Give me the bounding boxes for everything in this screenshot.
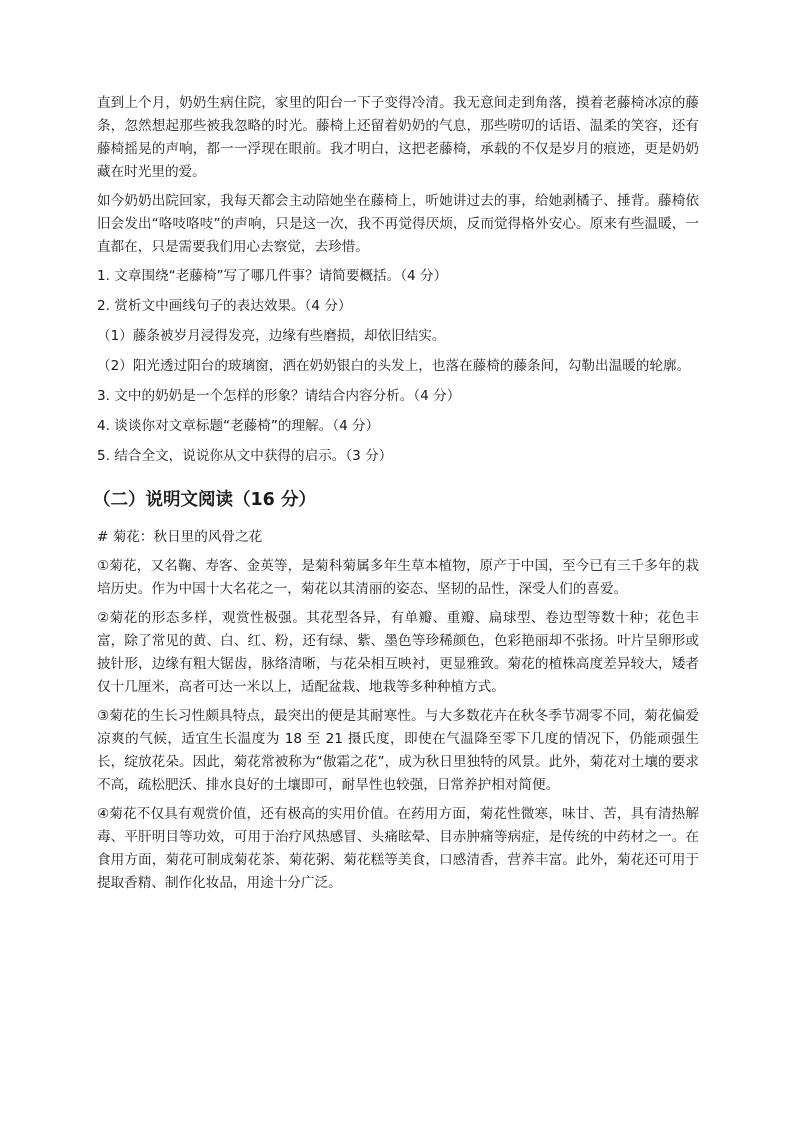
document-page (93, 92, 699, 901)
article-paragraph-3: ③菊花的生长习性颇具特点，最突出的便是其耐寒性。与大多数花卉在秋冬季节凋零不同，菊花偏爱凉爽的气候，适宜生长温度为 18 至 21 摄氏度，即使在气温降至零下几度的情况下，仍能顽强生长，绽放花朵。因此，菊花常被称为“傲霜之花”，成为秋日里独特的风景。此外，菊花对土壤的要求不高，疏松肥沃、排水良好的土壤即可，耐旱性也较强，日常养护相对简便。 (97, 708, 699, 793)
question-4: 4. 谈谈你对文章标题“老藤椅”的理解。（4 分） (97, 418, 380, 434)
question-2-item-1: （1）藤条被岁月浸得发亮，边缘有些磨损，却依旧结实。 (97, 328, 446, 344)
article-paragraph-4: ④菊花不仅具有观赏价值，还有极高的实用价值。在药用方面，菊花性微寒，味甘、苦，具有清热解毒、平肝明目等功效，可用于治疗风热感冒、头痛眩晕、目赤肿痛等病症，是传统的中药材之一。在食用方面，菊花可制成菊花茶、菊花粥、菊花糕等美食，口感清香，营养丰富。此外，菊花还可用于提取香精、制作化妆品，用途十分广泛。 (97, 806, 699, 891)
story-paragraph-2: 如今奶奶出院回家，我每天都会主动陪她坐在藤椅上，听她讲过去的事，给她剥橘子、捶背。藤椅依旧会发出“咯吱咯吱”的声响，只是这一次，我不再觉得厌烦，反而觉得格外安心。原来有些温暖，一直都在，只是需要我们用心去察觉，去珍惜。 (97, 193, 699, 255)
question-5: 5. 结合全文，说说你从文中获得的启示。（3 分） (97, 448, 393, 464)
article-paragraph-1: ①菊花，又名鞠、寿客、金英等，是菊科菊属多年生草本植物，原产于中国，至今已有三千多年的栽培历史。作为中国十大名花之一，菊花以其清丽的姿态、坚韧的品性，深受人们的喜爱。 (97, 558, 699, 597)
story-paragraph-1: 直到上个月，奶奶生病住院，家里的阳台一下子变得冷清。我无意间走到角落，摸着老藤椅冰凉的藤条，忽然想起那些被我忽略的时光。藤椅上还留着奶奶的气息，那些唠叨的话语、温柔的笑容，还有藤椅摇晃的声响，都一一浮现在眼前。我才明白，这把老藤椅，承载的不仅是岁月的痕迹，更是奶奶藏在时光里的爱。 (97, 95, 699, 180)
article-title: # 菊花：秋日里的风骨之花 (97, 529, 263, 545)
question-2-item-2: （2）阳光透过阳台的玻璃窗，洒在奶奶银白的头发上，也落在藤椅的藤条间，勾勒出温暖的轮廓。 (97, 358, 691, 374)
section-heading: （二）说明文阅读（16 分） (93, 490, 316, 510)
question-3: 3. 文中的奶奶是一个怎样的形象？请结合内容分析。（4 分） (97, 388, 461, 404)
article-paragraph-2: ②菊花的形态多样，观赏性极强。其花型各异，有单瓣、重瓣、扁球型、卷边型等数十种；花色丰富，除了常见的黄、白、红、粉，还有绿、紫、墨色等珍稀颜色，色彩艳丽却不张扬。叶片呈卵形或披针形，边缘有粗大锯齿，脉络清晰，与花朵相互映衬，更显雅致。菊花的植株高度差异较大，矮者仅十几厘米，高者可达一米以上，适配盆栽、地栽等多种种植方式。 (97, 610, 699, 695)
question-1: 1. 文章围绕“老藤椅”写了哪几件事？请简要概括。（4 分） (97, 268, 448, 284)
question-2: 2. 赏析文中画线句子的表达效果。（4 分） (97, 298, 352, 314)
